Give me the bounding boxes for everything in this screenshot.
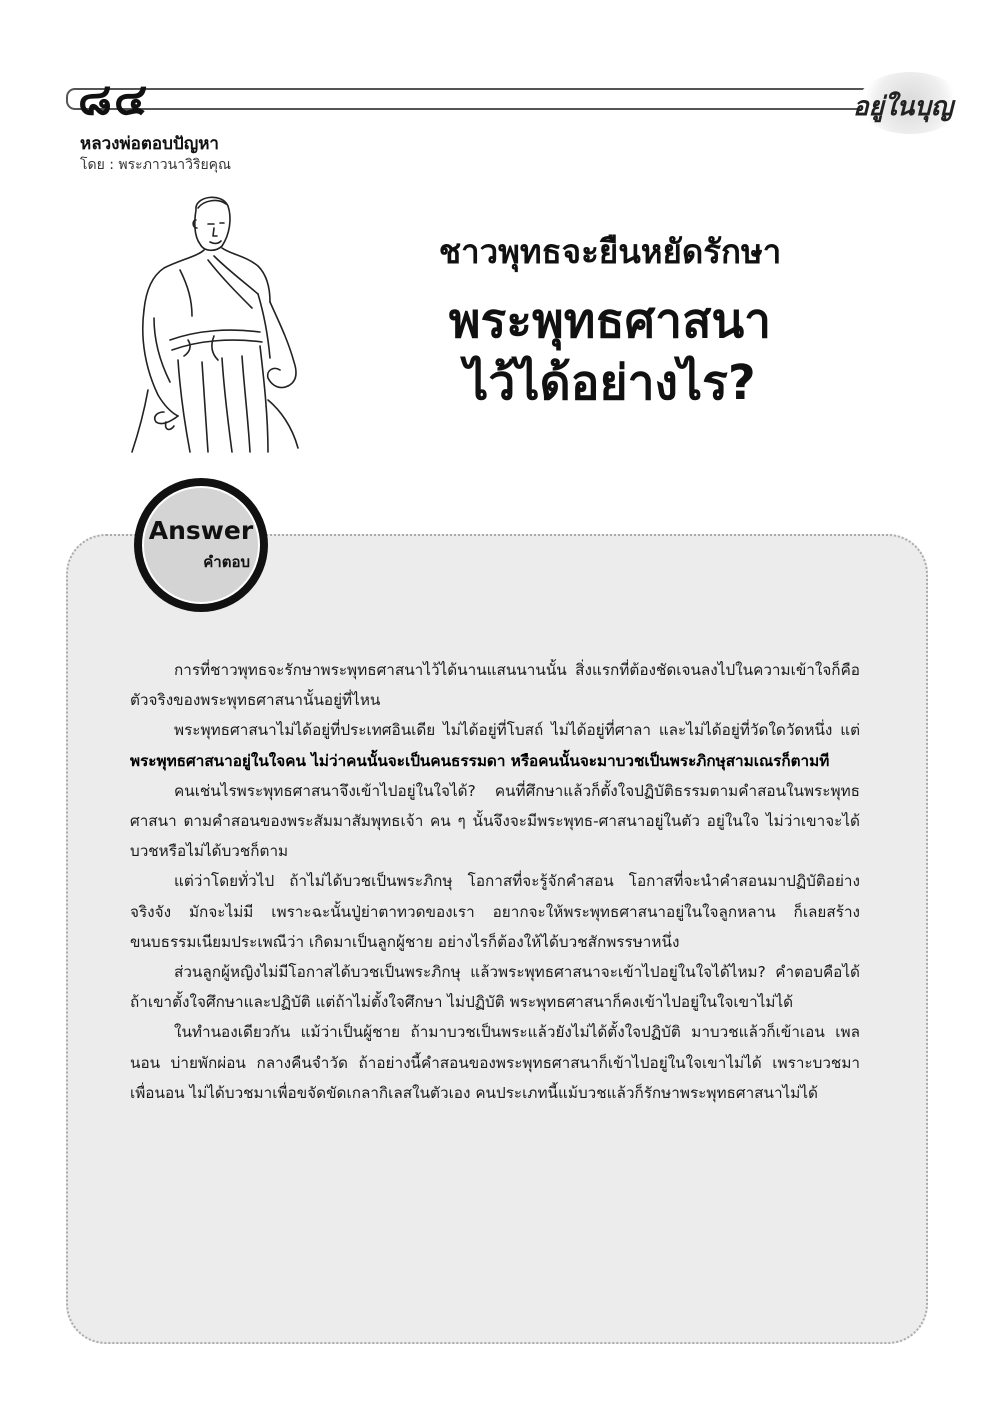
paragraph-4: แต่ว่าโดยทั่วไป ถ้าไม่ได้บวชเป็นพระภิกษุ โอกาสที่จะรู้จักคำสอน โอกาสที่จะนำคำสอนมาปฏิบัติอย่างจริงจัง มักจะไม่มี เพราะฉะนั้นปู่ย่าตาทวดของเรา อยากจะให้พระพุทธศาสนาอยู่ในใจลูกหลาน ก็เลยสร้างขนบธรรมเนียมประเพณีว่า เกิดมาเป็นลูกผู้ชาย อย่างไรก็ต้องให้ได้บวชสักพรรษาหนึ่ง <box>130 872 860 951</box>
paragraph-2-emphasis: พระพุทธศาสนาอยู่ในใจคน ไม่ว่าคนนั้นจะเป็นคนธรรมดา หรือคนนั้นจะมาบวชเป็นพระภิกษุสามเณรก็ตามที <box>130 751 830 770</box>
headline-line-1: ชาวพุทธจะยืนหยัดรักษา <box>438 232 782 271</box>
paragraph-3: คนเช่นไรพระพุทธศาสนาจึงเข้าไปอยู่ในใจได้? คนที่ศึกษาแล้วก็ตั้งใจปฏิบัติธรรมตามคำสอนในพระพุทธศาสนา ตามคำสอนของพระสัมมาสัมพุทธเจ้า คน ๆ นั้นจึงจะมีพระพุทธ-ศาสนาอยู่ในตัว อยู่ในใจ ไม่ว่าเขาจะได้บวชหรือไม่ได้บวชก็ตาม <box>130 781 860 861</box>
headline-line-3: ไว้ได้อย่างไร? <box>464 355 756 411</box>
answer-badge <box>134 478 268 612</box>
headline <box>360 228 860 414</box>
headline-line-2: พระพุทธศาสนา <box>448 293 772 349</box>
answer-badge-th: คำตอบ <box>203 553 250 571</box>
header-rule <box>66 88 928 110</box>
paragraph-5: ส่วนลูกผู้หญิงไม่มีโอกาสได้บวชเป็นพระภิกษุ แล้วพระพุทธศาสนาจะเข้าไปอยู่ในใจได้ไหม? คำตอบคือได้ ถ้าเขาตั้งใจศึกษาและปฏิบัติ แต่ถ้าไม่ตั้งใจศึกษา ไม่ปฏิบัติ พระพุทธศาสนาก็คงเข้าไปอยู่ในใจเขาไม่ได้ <box>130 963 860 1012</box>
magazine-logo <box>838 72 968 138</box>
answer-badge-en: Answer <box>148 516 254 545</box>
paragraph-2-text: พระพุทธศาสนาไม่ได้อยู่ที่ประเทศอินเดีย ไม่ได้อยู่ที่โบสถ์ ไม่ได้อยู่ที่ศาลา และไม่ได้อยู่ที่วัดใดวัดหนึ่ง แต่ <box>174 721 860 740</box>
page-number: ๘๔ <box>78 74 150 125</box>
monk-illustration <box>118 190 318 455</box>
byline: โดย : พระภาวนาวิริยคุณ <box>80 157 232 173</box>
paragraph-6: ในทำนองเดียวกัน แม้ว่าเป็นผู้ชาย ถ้ามาบวชเป็นพระแล้วยังไม่ได้ตั้งใจปฏิบัติ มาบวชแล้วก็เข้าเอน เพลนอน บ่ายพักผ่อน กลางคืนจำวัด ถ้าอย่างนี้คำสอนของพระพุทธศาสนาก็เข้าไปอยู่ในใจเขาไม่ได้ เพราะบวชมาเพื่อนอน ไม่ได้บวชมาเพื่อขจัดขัดเกลากิเลสในตัวเอง คนประเภทนี้แม้บวชแล้วก็รักษาพระพุทธศาสนาไม่ได้ <box>130 1023 860 1102</box>
paragraph-1: การที่ชาวพุทธจะรักษาพระพุทธศาสนาไว้ได้นานแสนนานนั้น สิ่งแรกที่ต้องชัดเจนลงไปในความเข้าใจก็คือ ตัวจริงของพระพุทธศาสนานั้นอยู่ที่ไหน <box>130 661 860 710</box>
answer-body <box>130 655 860 1108</box>
paragraph-2 <box>130 715 860 775</box>
section-title: หลวงพ่อตอบปัญหา <box>80 134 219 154</box>
magazine-logo-text: อยู่ในบุญ <box>853 92 953 122</box>
answer-badge-inner <box>142 486 260 604</box>
